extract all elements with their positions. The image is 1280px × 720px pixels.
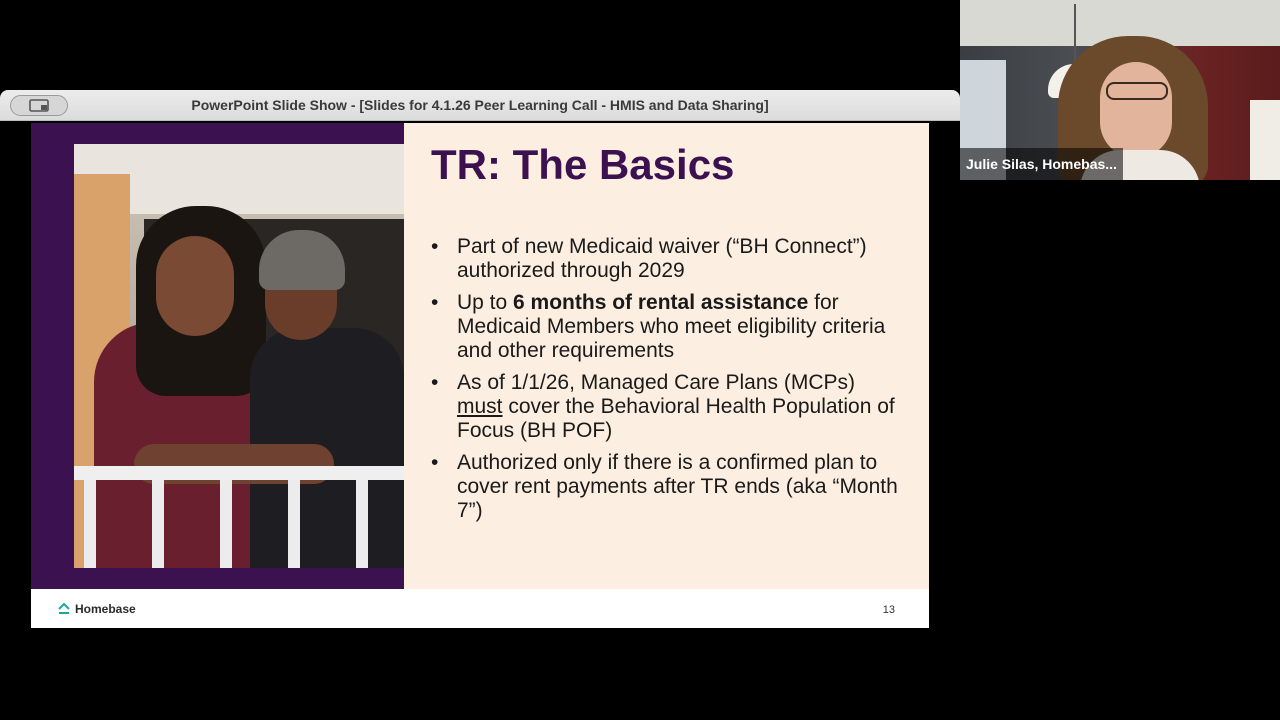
powerpoint-window (0, 90, 960, 628)
bullet-text: cover the Behavioral Health Population of Focus (BH POF) (457, 395, 895, 442)
bullet-item (431, 235, 901, 283)
bullet-text: Up to (457, 291, 514, 314)
bullet-item (431, 291, 901, 363)
bullet-text: Authorized only if there is a confirmed plan to cover rent payments after TR ends (aka “Month 7”) (457, 451, 898, 522)
bullet-item (431, 371, 901, 443)
bullet-text: Part of new Medicaid waiver (“BH Connect”) authorized through 2029 (457, 235, 867, 282)
window-title: PowerPoint Slide Show - [Slides for 4.1.26 Peer Learning Call - HMIS and Data Sharing] (191, 97, 769, 113)
slide-title: TR: The Basics (431, 141, 735, 188)
window-titlebar (0, 90, 960, 121)
slide-photo (74, 144, 404, 568)
participant-video-tile[interactable] (960, 0, 1280, 180)
bullet-underlined-text: must (457, 395, 503, 418)
bullet-item (431, 451, 901, 523)
bullet-text: for Medicaid Members who meet eligibility criteria and other requirements (457, 291, 886, 362)
participant-name-label: Julie Silas, Homebas... (960, 148, 1123, 180)
homebase-logo (57, 602, 136, 616)
logo-text: Homebase (75, 602, 136, 616)
slide-page-number: 13 (882, 604, 895, 616)
bullet-text: As of 1/1/26, Managed Care Plans (MCPs) (457, 371, 856, 394)
slide (31, 123, 929, 628)
bullet-bold-text: 6 months of rental assistance (513, 291, 809, 314)
home-icon (57, 602, 71, 616)
bullet-list (431, 235, 901, 531)
slide-footer (31, 589, 929, 628)
